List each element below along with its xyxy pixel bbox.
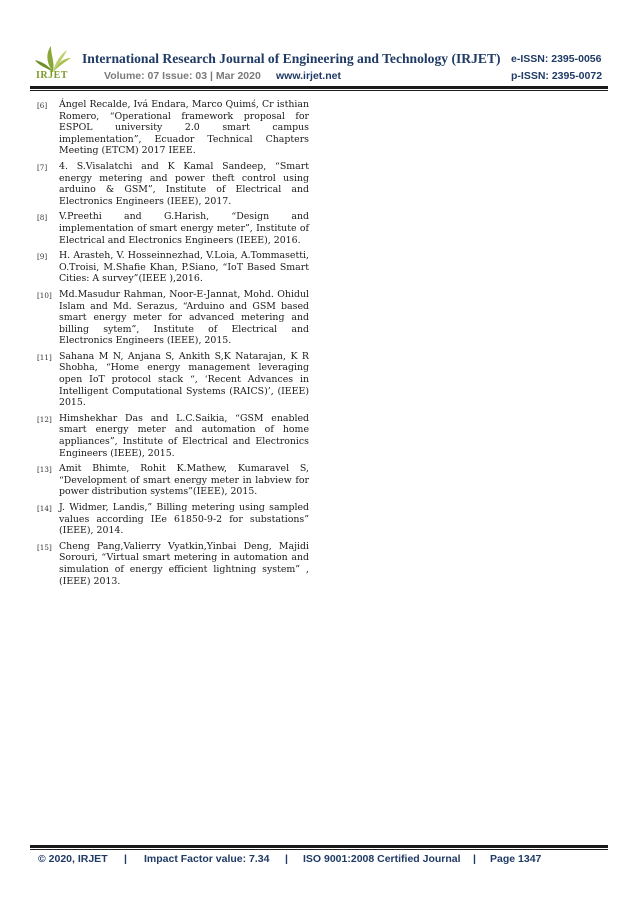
reference-number: [9] xyxy=(37,252,48,262)
footer-separator: | xyxy=(473,853,476,865)
reference-number: [10] xyxy=(37,290,52,300)
reference-item xyxy=(37,250,309,285)
journal-title: International Research Journal of Engineering and Technology (IRJET) xyxy=(82,51,501,66)
reference-item xyxy=(37,161,309,207)
reference-item xyxy=(37,413,309,459)
p-issn: p-ISSN: 2395-0072 xyxy=(511,70,603,82)
footer-rule xyxy=(30,845,608,848)
copyright: © 2020, IRJET xyxy=(38,853,108,865)
page-header xyxy=(0,0,638,92)
reference-text: Amit Bhimte, Rohit K.Mathew, Kumaravel S, “Development of smart energy meter in labview for power distribution systems”(IEEE), 2015. xyxy=(59,463,309,498)
footer-rule-thin xyxy=(30,849,608,850)
header-rule-thin xyxy=(30,90,608,91)
iso-certification: ISO 9001:2008 Certified Journal xyxy=(303,853,461,865)
logo-wordmark: IRJET xyxy=(36,70,68,81)
reference-text: Sahana M N, Anjana S, Ankith S,K Natarajan, K R Shobha, “Home energy management leveraging open IoT protocol stack “, ‘Recent Advances in Intelligent Computational Systems (RAICS)’, (IEEE) 2015. xyxy=(59,350,309,409)
footer-separator: | xyxy=(124,853,127,865)
reference-item xyxy=(37,99,309,157)
reference-text: Cheng Pang,Valierry Vyatkin,Yinbai Deng, Majidi Sorouri, “Virtual smart metering in automation and simulation of energy efficient lightning system” , (IEEE) 2013. xyxy=(59,540,309,587)
reference-text: V.Preethi and G.Harish, “Design and implementation of smart energy meter”, Institute of Electrical and Electronics Engineers (IEEE), 2016. xyxy=(59,211,309,246)
reference-number: [7] xyxy=(37,162,48,172)
reference-item xyxy=(37,289,309,347)
journal-website-link[interactable]: www.irjet.net xyxy=(276,70,341,82)
reference-item xyxy=(37,502,309,537)
page-number: Page 1347 xyxy=(490,853,542,865)
header-rule xyxy=(30,86,608,89)
volume-issue: Volume: 07 Issue: 03 | Mar 2020 xyxy=(104,70,261,82)
reference-text: 4. S.Visalatchi and K Kamal Sandeep, “Smart energy metering and power theft control using arduino & GSM”, Institute of Electrical and Electronics Engineers (IEEE), 2017. xyxy=(59,160,309,207)
reference-number: [8] xyxy=(37,213,48,223)
reference-number: [12] xyxy=(37,414,52,424)
reference-item xyxy=(37,211,309,246)
reference-text: H. Arasteh, V. Hosseinnezhad, V.Loia, A.Tommasetti, O.Troisi, M.Shafie Khan, P.Siano, “IoT Based Smart Cities: A survey”(IEEE ),2016. xyxy=(59,250,309,285)
reference-number: [15] xyxy=(37,542,52,552)
reference-text: J. Widmer, Landis,” Billing metering using sampled values according IEe 61850-9-2 for substations” (IEEE), 2014. xyxy=(59,502,309,537)
reference-number: [14] xyxy=(37,504,52,513)
footer-separator: | xyxy=(285,853,288,865)
reference-number: [11] xyxy=(37,352,52,362)
reference-text: Himshekhar Das and L.C.Saikia, “GSM enabled smart energy meter and automation of home appliances”, Institute of Electrical and Electronics Engineers (IEEE), 2015. xyxy=(59,412,309,459)
reference-text: Md.Masudur Rahman, Noor-E-Jannat, Mohd. Ohidul Islam and Md. Serazus, “Arduino and GSM based smart energy meter for advanced metering and billing sytem”, Institute of Electrical and Electronics Engineers (IEEE), 2015. xyxy=(59,288,309,347)
reference-list xyxy=(37,99,309,591)
reference-text: Ángel Recalde, Ivá Endara, Marco Quimś, Cr isthian Romero, “Operational framework proposal for ESPOL university 2.0 smart campus implementation”, Ecuador Technical Chapters Meeting (ETCM) 2017 IEEE. xyxy=(59,99,309,157)
reference-item xyxy=(37,541,309,587)
e-issn: e-ISSN: 2395-0056 xyxy=(511,53,602,65)
impact-factor: Impact Factor value: 7.34 xyxy=(144,853,270,865)
reference-number: [13] xyxy=(37,465,52,475)
reference-number: [6] xyxy=(37,101,48,110)
reference-item xyxy=(37,463,309,498)
reference-item xyxy=(37,351,309,409)
